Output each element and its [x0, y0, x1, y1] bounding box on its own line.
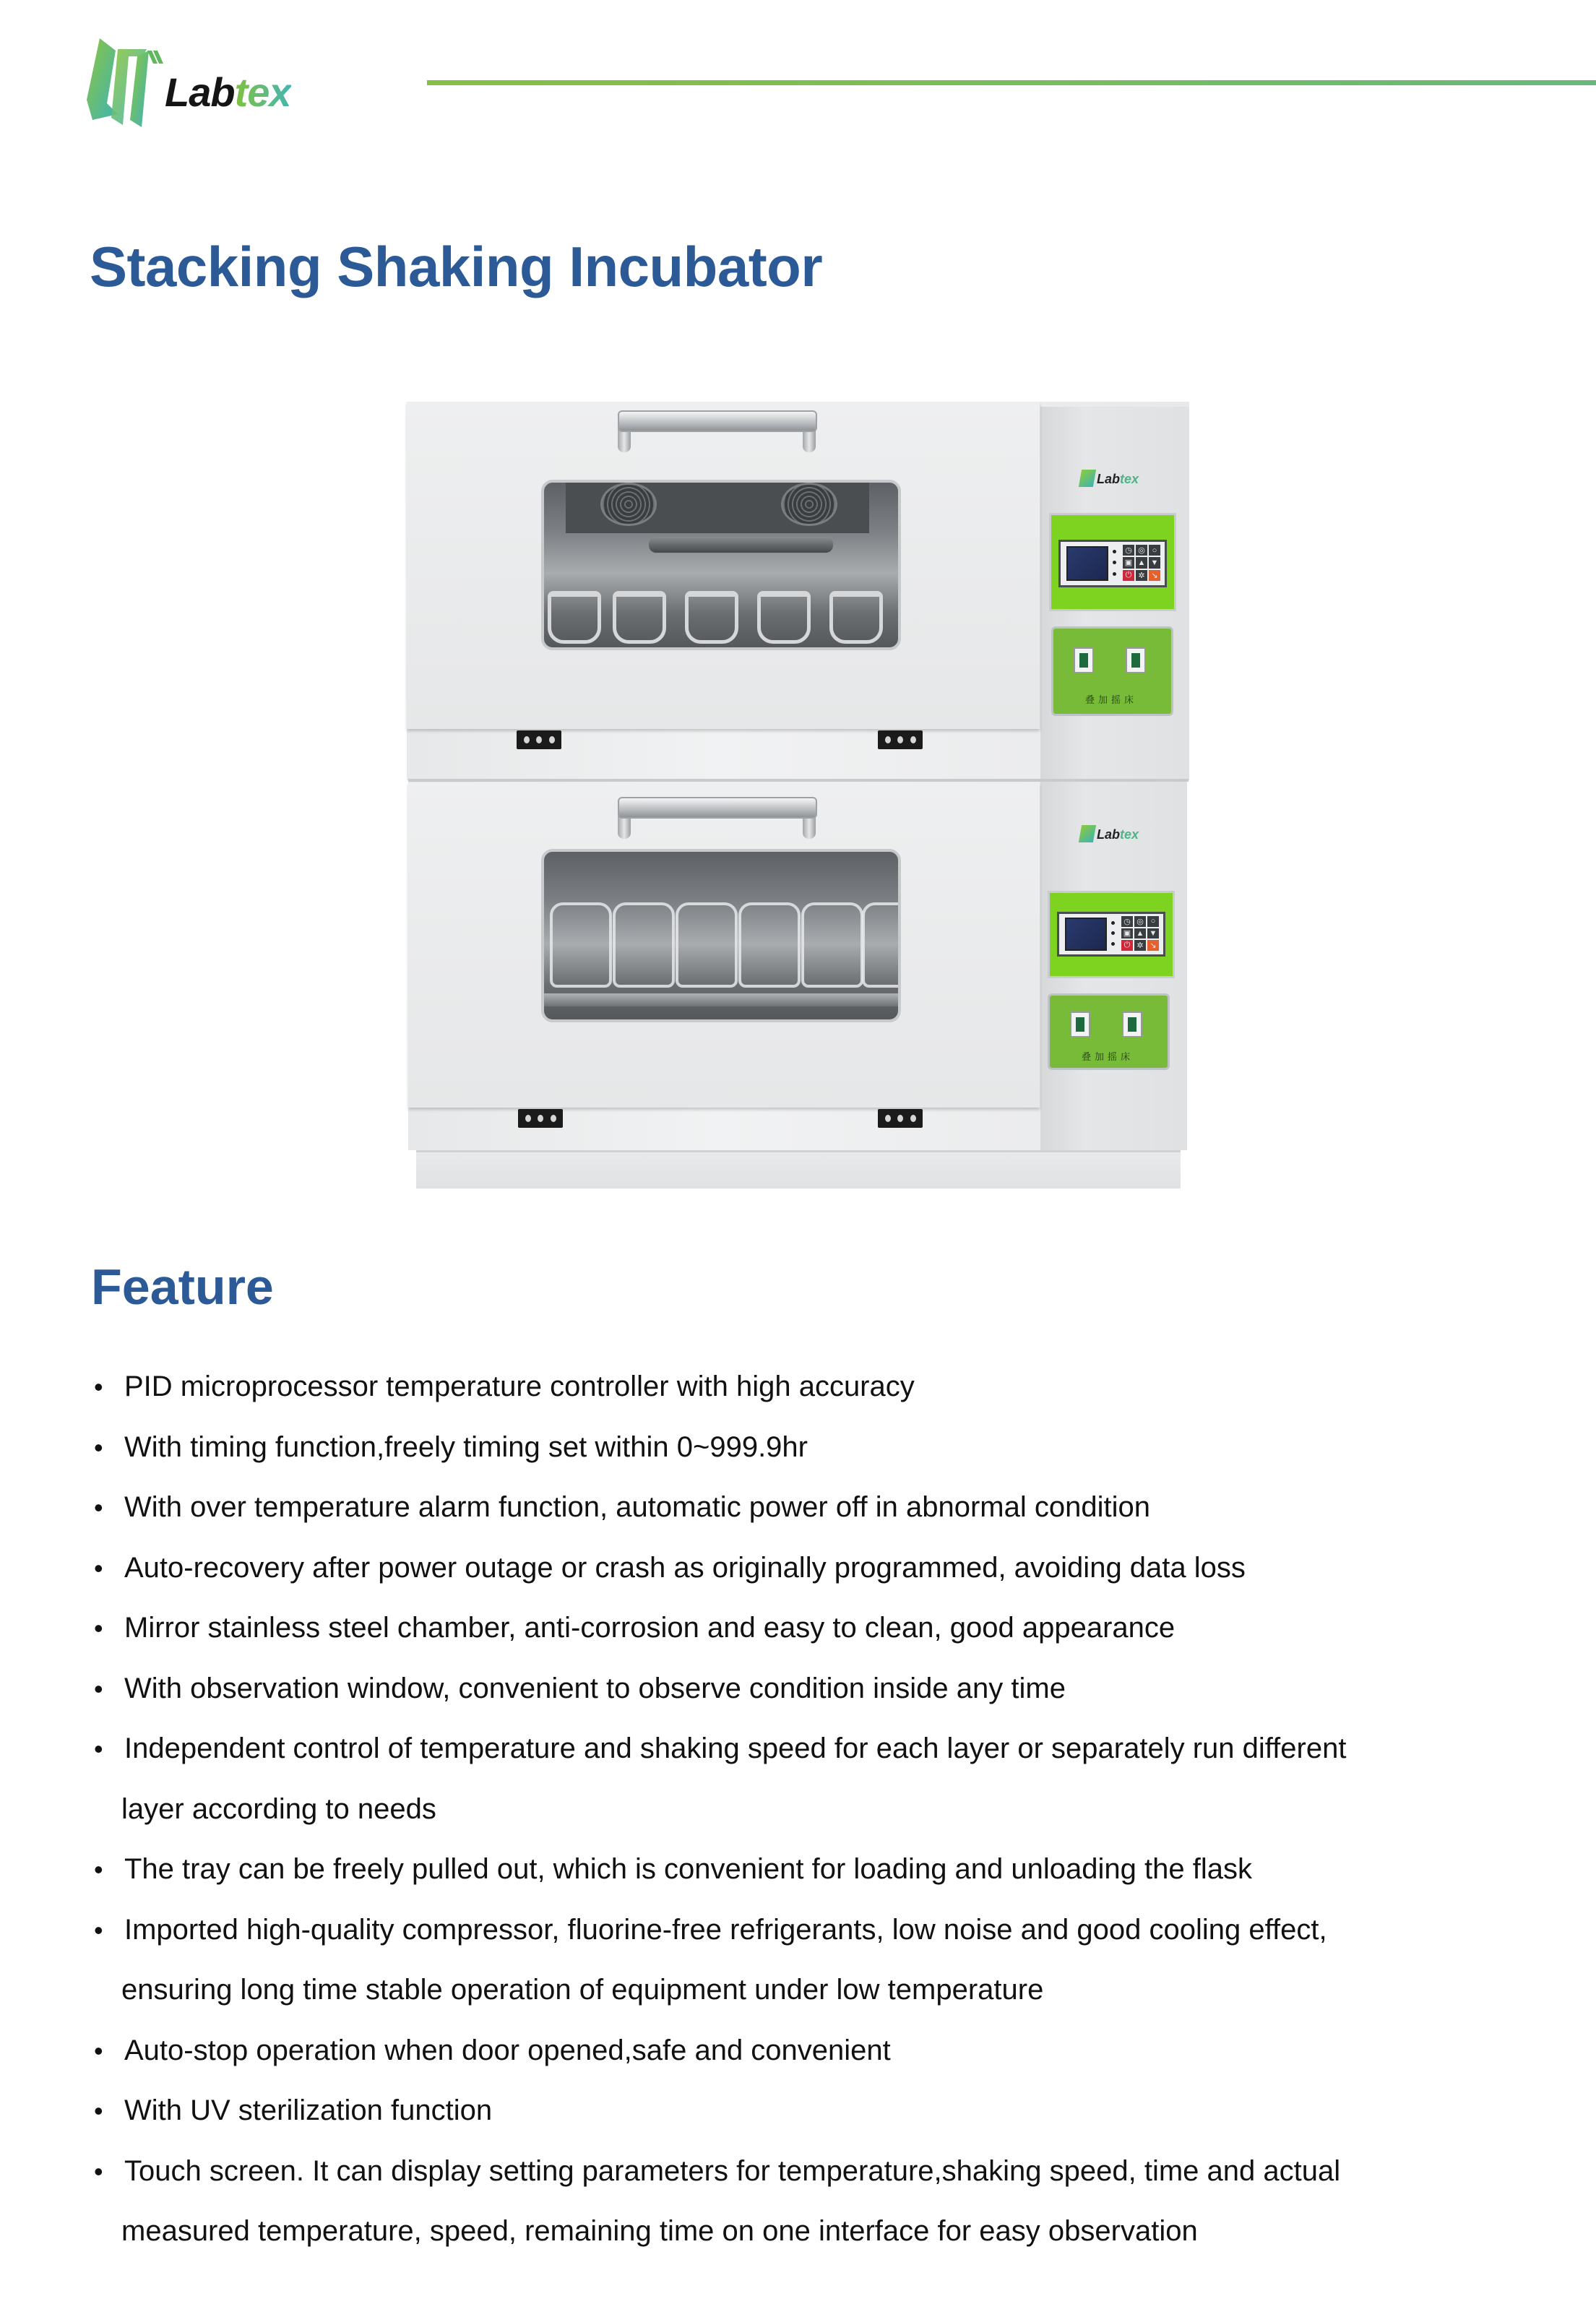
door-hinge: [518, 1109, 563, 1128]
controller-keypad: [1121, 916, 1159, 951]
uv-switch[interactable]: [1126, 647, 1146, 673]
key-power-icon[interactable]: ⏻: [1123, 570, 1134, 581]
lower-observation-window: [541, 849, 901, 1022]
flask: [862, 902, 901, 988]
door-hinge: [878, 1109, 923, 1128]
upper-door: [407, 402, 1040, 729]
upper-door-handle[interactable]: [618, 410, 817, 432]
controller-keypad: [1123, 545, 1160, 581]
brand-wordmark: [165, 69, 291, 115]
key-fan-icon[interactable]: ✲: [1136, 570, 1147, 581]
product-image: [405, 397, 1196, 1192]
header-divider: [427, 80, 1596, 85]
feature-item: • PID microprocessor temperature controller with high accuracy: [94, 1357, 1539, 1418]
feature-item: • Independent control of temperature and shaking speed for each layer or separately run different layer according to needs: [94, 1719, 1539, 1839]
flask: [613, 902, 675, 988]
key-light-icon[interactable]: ↘: [1147, 940, 1159, 951]
switch-panel-label: 叠加摇床: [1085, 695, 1138, 706]
feature-item: • Auto-recovery after power outage or crash as originally programmed, avoiding data loss: [94, 1538, 1539, 1599]
brand-part2: tex: [234, 69, 291, 115]
flask-clamp: [685, 591, 738, 644]
key-set-icon[interactable]: ▣: [1123, 557, 1134, 568]
feature-heading: Feature: [91, 1259, 274, 1315]
lower-control-panel: [1048, 891, 1175, 978]
logo-mark-icon: [1079, 470, 1096, 487]
key-light-icon[interactable]: ↘: [1149, 570, 1160, 581]
key-timer-icon[interactable]: ◷: [1121, 916, 1133, 927]
feature-list: [94, 1357, 1539, 2262]
page-title: Stacking Shaking Incubator: [90, 235, 823, 298]
flask: [738, 902, 801, 988]
key-up-icon[interactable]: ▲: [1136, 557, 1147, 568]
feature-item: • With timing function,freely timing set within 0~999.9hr: [94, 1418, 1539, 1478]
flask: [676, 902, 738, 988]
key-down-icon[interactable]: ▼: [1149, 557, 1160, 568]
switch-panel-label: 叠加摇床: [1082, 1052, 1134, 1063]
fan-icon: [600, 483, 657, 526]
feature-item: • Mirror stainless steel chamber, anti-corrosion and easy to clean, good appearance: [94, 1598, 1539, 1659]
key-speed-icon[interactable]: ◎: [1136, 545, 1147, 556]
flask-clamp: [548, 591, 601, 644]
flask-clamp: [829, 591, 883, 644]
feature-item: • With UV sterilization function: [94, 2081, 1539, 2141]
upper-observation-window: [541, 480, 901, 650]
lower-switch-panel: [1048, 993, 1170, 1070]
key-power-icon[interactable]: ⏻: [1121, 940, 1133, 951]
lower-door-handle[interactable]: [618, 797, 817, 819]
upper-switch-panel: [1051, 626, 1173, 716]
key-timer-icon[interactable]: ◷: [1123, 545, 1134, 556]
upper-control-panel: [1049, 513, 1176, 611]
controller-faceplate: [1058, 540, 1167, 587]
lcd-display: [1066, 546, 1108, 581]
tray-rail: [544, 993, 898, 1006]
brand-part1: Lab: [165, 69, 235, 115]
key-speed-icon[interactable]: ◎: [1134, 916, 1146, 927]
key-up-icon[interactable]: ▲: [1134, 928, 1146, 939]
door-hinge: [517, 730, 561, 749]
flask-clamp: [757, 591, 811, 644]
uv-lamp: [649, 537, 833, 553]
logo-mark-icon: [1079, 825, 1096, 842]
feature-item: • Auto-stop operation when door opened,safe and convenient: [94, 2021, 1539, 2081]
lower-door: [408, 782, 1040, 1108]
power-switch[interactable]: [1074, 647, 1094, 673]
key-set-icon[interactable]: ▣: [1121, 928, 1133, 939]
feature-item: • Imported high-quality compressor, fluorine-free refrigerants, low noise and good cooling effect, ensuring long time stable operation of equipment under low temperature: [94, 1900, 1539, 2021]
flask: [801, 902, 863, 988]
key-temp-icon[interactable]: ○: [1149, 545, 1160, 556]
controller-faceplate: [1057, 912, 1165, 957]
feature-item: • Touch screen. It can display setting parameters for temperature,shaking speed, time and actual measured temperature, speed, remaining time on one interface for easy observation: [94, 2141, 1539, 2262]
lower-panel-logo: Labtex: [1080, 825, 1139, 842]
uv-switch[interactable]: [1122, 1011, 1142, 1037]
status-leds: [1113, 546, 1116, 579]
fan-icon: [781, 483, 837, 526]
power-switch[interactable]: [1070, 1011, 1090, 1037]
key-temp-icon[interactable]: ○: [1147, 916, 1159, 927]
flask-clamp: [613, 591, 666, 644]
feature-item: • The tray can be freely pulled out, which is convenient for loading and unloading the flask: [94, 1839, 1539, 1900]
status-leds: [1111, 918, 1115, 949]
lcd-display: [1065, 918, 1107, 951]
feature-item: • With observation window, convenient to observe condition inside any time: [94, 1659, 1539, 1720]
door-hinge: [878, 730, 923, 749]
key-fan-icon[interactable]: ✲: [1134, 940, 1146, 951]
key-down-icon[interactable]: ▼: [1147, 928, 1159, 939]
upper-panel-logo: Labtex: [1080, 470, 1139, 487]
incubator-base: [416, 1150, 1181, 1188]
flask: [550, 902, 612, 988]
feature-item: • With over temperature alarm function, automatic power off in abnormal condition: [94, 1477, 1539, 1538]
